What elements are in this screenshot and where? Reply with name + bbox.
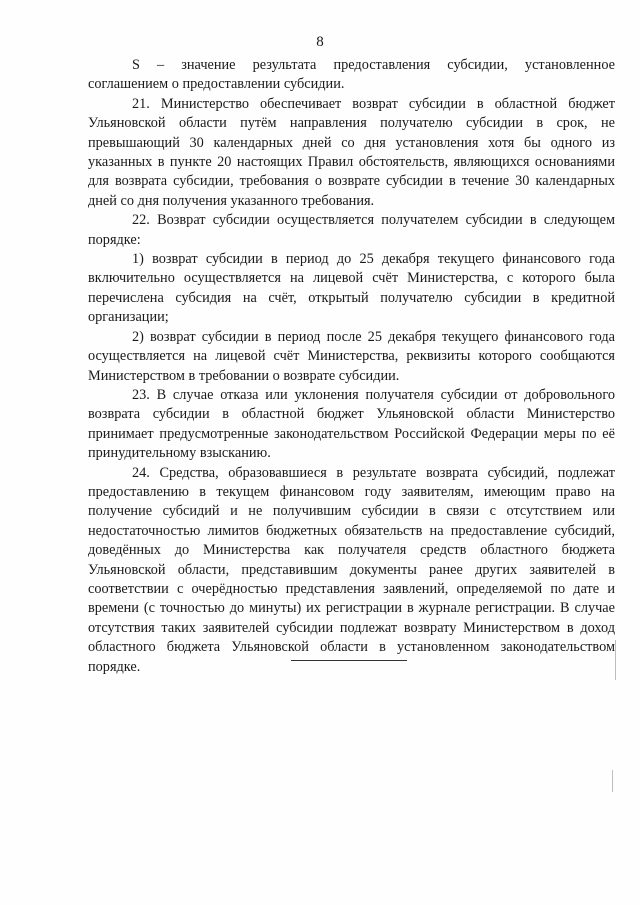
paragraph-22-item-1: 1) возврат субсидии в период до 25 декабря текущего финансового года включительно осуществляется на лицевой счёт Министерства, с которого была перечислена субсидия на счёт, открытый получателю субсидии в кредитной организации; bbox=[88, 251, 615, 326]
document-body bbox=[88, 56, 615, 677]
paragraph-s-definition: S – значение результата предоставления субсидии, установленное соглашением о предоставлении субсидии. bbox=[88, 57, 615, 93]
page-number: 8 bbox=[316, 34, 324, 50]
paragraph-24: 24. Средства, образовавшиеся в результате возврата субсидий, подлежат предоставлению в текущем финансовом году заявителям, имеющим право на получение субсидий и не получившим субсидии в связи с отсутствием или недостаточностью лимитов бюджетных обязательств на предоставление субсидий, доведённых до Министерства как получателя средств областного бюджета Ульяновской области, представившим документы ранее других заявителей в соответствии с очерёдностью представления заявлений, определяемой по дате и времени (с точностью до минуты) их регистрации в журнале регистрации. В случае отсутствия таких заявителей субсидии подлежат возврату Министерством в доход областного бюджета Ульяновской области в установленном законодательством порядке. bbox=[88, 464, 615, 675]
paragraph-21: 21. Министерство обеспечивает возврат субсидии в областной бюджет Ульяновской области путём направления получателю субсидии в срок, не превышающий 30 календарных дней со дня установления хотя бы одного из указанных в пункте 20 настоящих Правил обстоятельств, являющихся основаниями для возврата субсидии, требования о возврате субсидии в течение 30 календарных дней со дня получения указанного требования. bbox=[88, 95, 615, 209]
paragraph-23: 23. В случае отказа или уклонения получателя субсидии от добровольного возврата субсидии в областной бюджет Ульяновской области Министерство принимает предусмотренные законодательством Российской Федерации меры по её принудительному взысканию. bbox=[88, 386, 615, 462]
scan-artifact-line bbox=[615, 640, 616, 680]
end-separator-line bbox=[291, 660, 407, 661]
paragraph-22: 22. Возврат субсидии осуществляется получателем субсидии в следующем порядке: bbox=[88, 212, 615, 248]
scan-artifact-line bbox=[612, 770, 613, 792]
paragraph-22-item-2: 2) возврат субсидии в период после 25 декабря текущего финансового года осуществляется на лицевой счёт Министерства, реквизиты которого сообщаются Министерством в требовании о возврате субсидии. bbox=[88, 328, 615, 384]
